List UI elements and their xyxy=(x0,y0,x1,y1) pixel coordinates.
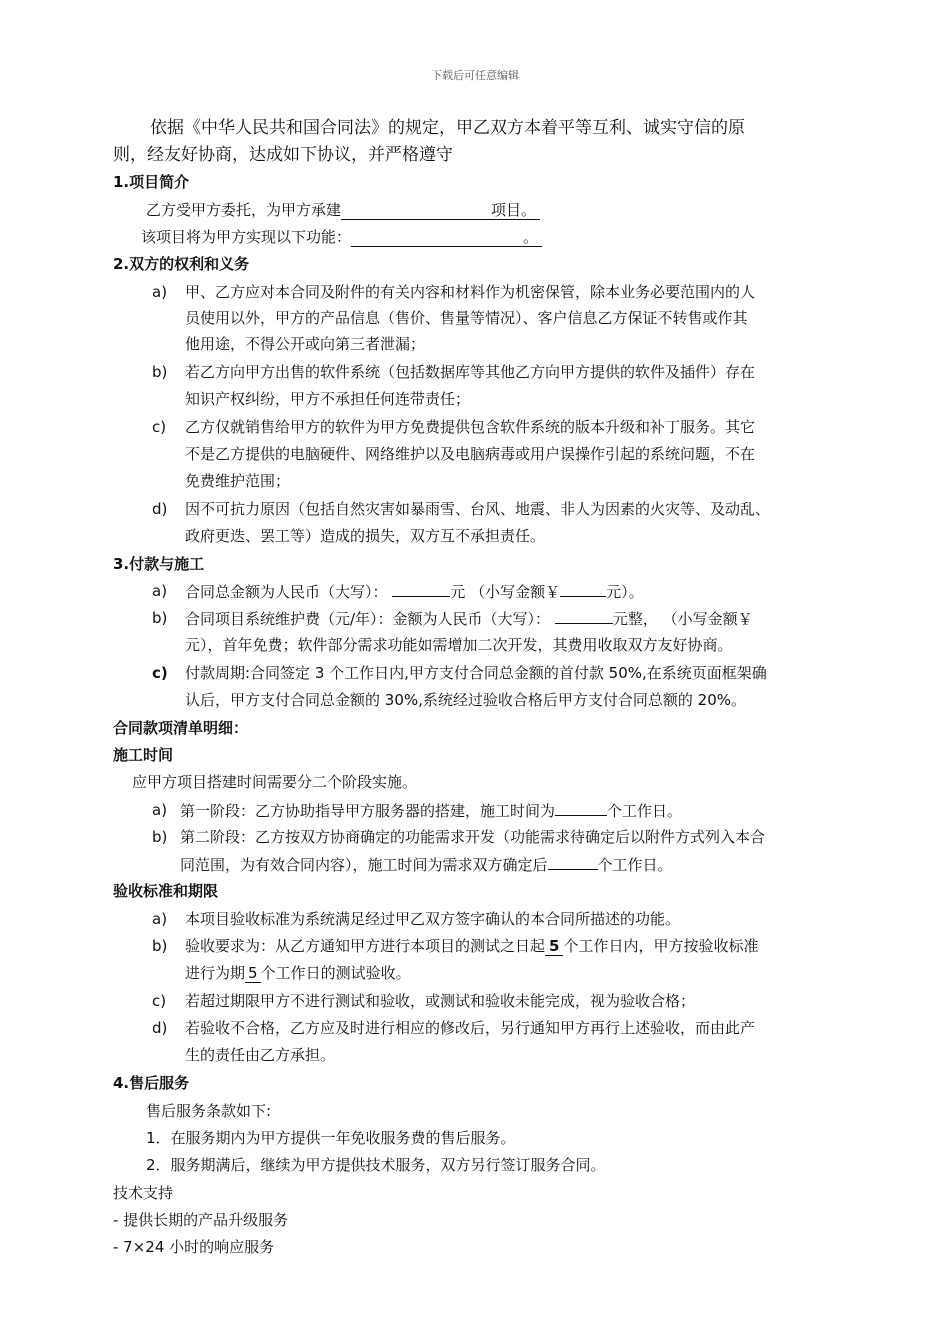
support-title: 技术支持 xyxy=(113,1184,174,1202)
s2-c-line-3: 免费维护范围； xyxy=(185,472,291,490)
acceptance-a-line-1: 本项目验收标准为系统满足经过甲乙双方签字确认的本合同所描述的功能。 xyxy=(185,910,681,928)
acceptance-b-text: 验收要求为：从乙方通知甲方进行本项目的测试之日起 xyxy=(185,937,546,955)
acceptance-c-label: c) xyxy=(152,992,167,1010)
acceptance-d-line-2: 生的责任由乙方承担。 xyxy=(185,1046,336,1064)
s3-b-line-2: 元），首年免费；软件部分需求功能如需增加二次开发，其费用收取双方友好协商。 xyxy=(185,636,733,654)
notice-days-value: 5 xyxy=(545,937,563,956)
phase-1-days-blank[interactable] xyxy=(555,800,607,816)
construction-title: 施工时间 xyxy=(113,746,174,764)
s2-a-line-3: 他用途，不得公开或向第三者泄漏； xyxy=(185,335,426,353)
section-1-title: 1.项目简介 xyxy=(113,173,190,191)
s3-c-line-2: 认后，甲方支付合同总金额的 30%,系统经过验收合格后甲方支付合同总额的 20%。 xyxy=(185,691,746,709)
support-item-2: - 7×24 小时的响应服务 xyxy=(113,1238,275,1256)
aftersales-item-2: 2．服务期满后，继续为甲方提供技术服务，双方另行签订服务合同。 xyxy=(146,1156,606,1174)
acceptance-b2-text: 进行为期 xyxy=(185,964,246,982)
aftersales-intro: 售后服务条款如下: xyxy=(146,1102,272,1120)
s3-a-suffix: 元）。 xyxy=(606,583,644,601)
test-days-value: 5 xyxy=(245,964,261,983)
s2-d-line-2: 政府更迭、罢工等）造成的损失，双方互不承担责任。 xyxy=(185,527,546,545)
maintenance-fee-blank[interactable] xyxy=(555,608,613,624)
s2-b-line-1: 若乙方向甲方出售的软件系统（包括数据库等其他乙方向甲方提供的软件及插件）存在 xyxy=(185,363,756,381)
s3-c-label: c) xyxy=(152,664,168,682)
acceptance-d-line-1: 若验收不合格，乙方应及时进行相应的修改后，另行通知甲方再行上述验收，而由此产 xyxy=(185,1019,756,1037)
s1-p2-text: 该项目将为甲方实现以下功能： xyxy=(141,228,352,246)
s3-b-label: b) xyxy=(152,609,168,627)
s1-p1-suffix: 项目。 xyxy=(491,201,537,219)
intro-line-2: 则，经友好协商，达成如下协议，并严格遵守 xyxy=(113,145,453,165)
acceptance-b-suffix: 个工作日内，甲方按验收标准 xyxy=(563,937,759,955)
s1-p1-text: 乙方受甲方委托，为甲方承建 xyxy=(146,201,342,219)
s2-b-label: b) xyxy=(152,363,168,381)
s2-b-line-2: 知识产权纠纷，甲方不承担任何连带责任； xyxy=(185,390,471,408)
acceptance-d-label: d) xyxy=(152,1019,168,1037)
construction-a-line-1 xyxy=(180,800,682,821)
s3-c-line-1: 付款周期:合同签定 3 个工作日内,甲方支付合同总金额的首付款 50%,在系统页面框架确 xyxy=(185,664,767,682)
construction-a-suffix: 个工作日。 xyxy=(607,802,683,820)
s3-a-text: 合同总金额为人民币（大写）： xyxy=(185,583,388,601)
s1-p2-suffix: 。 xyxy=(523,228,539,246)
details-title: 合同款项清单明细： xyxy=(113,719,249,737)
s3-a-mid: 元 （小写金额￥ xyxy=(450,583,561,601)
acceptance-title: 验收标准和期限 xyxy=(113,882,219,900)
construction-a-text: 第一阶段：乙方协助指导甲方服务器的搭建，施工时间为 xyxy=(180,802,556,820)
s2-d-label: d) xyxy=(152,500,168,518)
construction-b-suffix: 个工作日。 xyxy=(597,856,673,874)
s2-a-line-1: 甲、乙方应对本合同及附件的有关内容和材料作为机密保管，除本业务必要范围内的人 xyxy=(185,283,756,301)
page-header: 下载后可任意编辑 xyxy=(431,69,519,82)
s2-d-line-1: 因不可抗力原因（包括自然灾害如暴雨雪、台风、地震、非人为因素的火灾等、及动乱、 xyxy=(185,500,771,518)
acceptance-c-line-1: 若超过期限甲方不进行测试和验收，或测试和验收未能完成，视为验收合格； xyxy=(185,992,696,1010)
s2-a-label: a) xyxy=(152,283,168,301)
total-amount-number-blank[interactable] xyxy=(560,581,606,597)
aftersales-item-1: 1．在服务期内为甲方提供一年免收服务费的售后服务。 xyxy=(146,1129,516,1147)
s2-a-line-2: 员使用以外，甲方的产品信息（售价、售量等情况）、客户信息乙方保证不转售或作其 xyxy=(185,309,748,327)
construction-a-label: a) xyxy=(152,801,168,819)
acceptance-a-label: a) xyxy=(152,910,168,928)
construction-b-text: 同范围，为有效合同内容），施工时间为需求双方确定后 xyxy=(180,856,548,874)
construction-intro: 应甲方项目搭建时间需要分二个阶段实施。 xyxy=(132,773,418,791)
construction-b-line-1: 第二阶段：乙方按双方协商确定的功能需求开发（功能需求待确定后以附件方式列入本合 xyxy=(180,828,766,846)
s3-b-line-1 xyxy=(185,608,753,629)
construction-b-label: b) xyxy=(152,828,168,846)
section-2-title: 2.双方的权利和义务 xyxy=(113,255,250,273)
s3-a-label: a) xyxy=(152,582,168,600)
phase-2-days-blank[interactable] xyxy=(548,854,598,870)
construction-b-line-2 xyxy=(180,854,673,875)
s3-a-line-1 xyxy=(185,581,644,602)
s3-b-suffix: 元整， （小写金额￥ xyxy=(612,610,753,628)
acceptance-b-line-2 xyxy=(185,963,411,983)
s2-c-line-2: 不是乙方提供的电脑硬件、网络维护以及电脑病毒或用户误操作引起的系统问题，不在 xyxy=(185,445,756,463)
section-4-title: 4.售后服务 xyxy=(113,1074,190,1092)
acceptance-b2-suffix: 个工作日的测试验收。 xyxy=(260,964,411,982)
project-name-blank[interactable] xyxy=(341,201,540,220)
s3-b-text: 合同项目系统维护费（元/年）：金额为人民币（大写）： xyxy=(185,610,551,628)
total-amount-blank[interactable] xyxy=(392,581,450,597)
s2-c-line-1: 乙方仅就销售给甲方的软件为甲方免费提供包含软件系统的版本升级和补丁服务。其它 xyxy=(185,418,756,436)
s1-paragraph-1 xyxy=(146,200,540,220)
acceptance-b-label: b) xyxy=(152,937,168,955)
functions-blank[interactable] xyxy=(351,228,542,247)
acceptance-b-line-1 xyxy=(185,936,758,956)
s2-c-label: c) xyxy=(152,418,167,436)
s1-paragraph-2 xyxy=(141,227,542,247)
section-3-title: 3.付款与施工 xyxy=(113,555,205,573)
intro-line-1: 依据《中华人民共和国合同法》的规定，甲乙双方本着平等互利、诚实守信的原 xyxy=(150,118,745,138)
support-item-1: - 提供长期的产品升级服务 xyxy=(113,1211,289,1229)
